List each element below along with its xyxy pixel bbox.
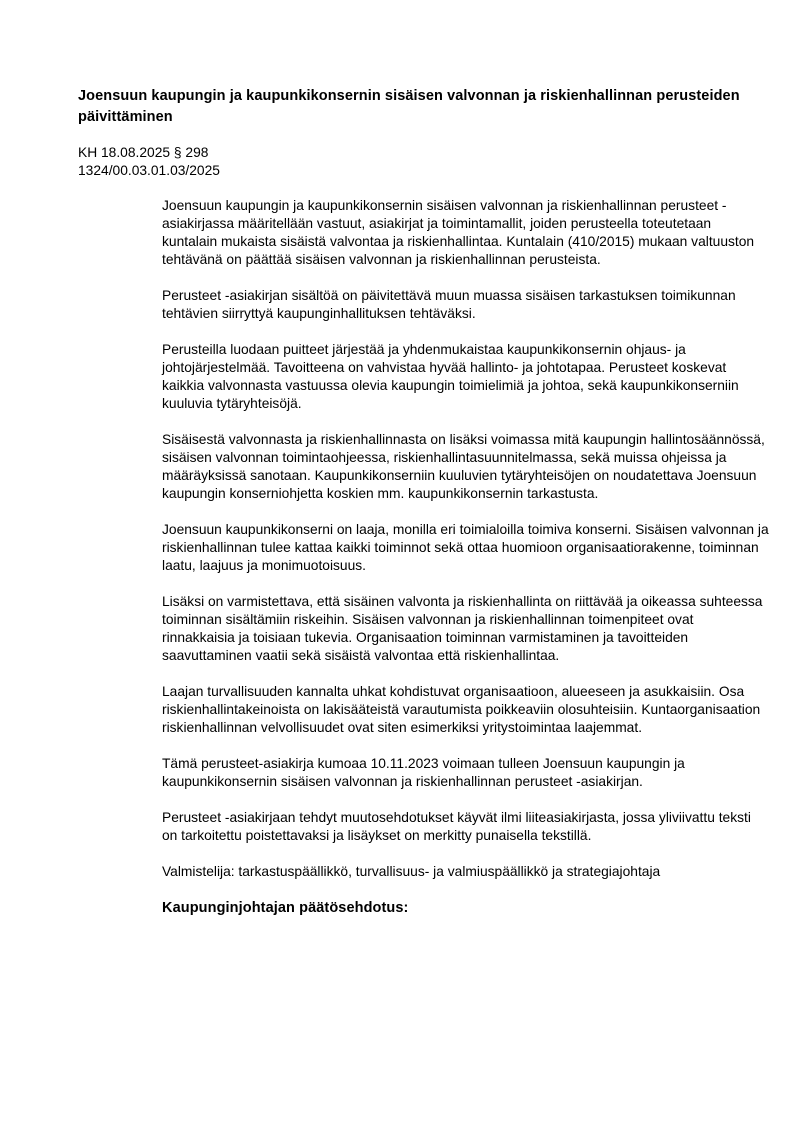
decision-reference: KH 18.08.2025 § 298 <box>78 145 209 160</box>
body-paragraph: Tämä perusteet-asiakirja kumoaa 10.11.2023 voimaan tulleen Joensuun kaupungin ja kaupunkikonsernin sisäisen valvonnan ja riskienhallinnan perusteet -asiakirjan. <box>162 756 685 789</box>
body-paragraph: Perusteet -asiakirjaan tehdyt muutosehdotukset käyvät ilmi liiteasiakirjasta, jossa yliviivattu teksti on tarkoitettu poistettavaksi ja lisäykset on merkitty punaisella tekstillä. <box>162 810 751 843</box>
body-paragraph: Perusteet -asiakirjan sisältöä on päivitettävä muun muassa sisäisen tarkastuksen toimikunnan tehtävien siirryttyä kaupunginhallituksen tehtäväksi. <box>162 288 736 321</box>
document-body <box>162 197 770 917</box>
document-meta <box>78 144 220 180</box>
body-paragraph: Joensuun kaupunkikonserni on laaja, monilla eri toimialoilla toimiva konserni. Sisäisen valvonnan ja riskienhallinnan tulee kattaa kaikki toiminnot sekä ottaa huomioon organisaatiorakenne, toiminnan laatu, laajuus ja monimuotoisuus. <box>162 522 769 573</box>
diary-number: 1324/00.03.01.03/2025 <box>78 163 220 178</box>
body-paragraph: Lisäksi on varmistettava, että sisäinen valvonta ja riskienhallinta on riittävää ja oikeassa suhteessa toiminnan sisältämiin riskeihin. Sisäisen valvonnan ja riskienhallinnan toimenpiteet ovat rinnakkaisia ja toisiaan tukevia. Organisaation toiminnan varmistaminen ja tavoitteiden saavuttaminen vaatii sekä sisäistä valvontaa että riskienhallintaa. <box>162 594 763 663</box>
decision-proposal-heading: Kaupunginjohtajan päätösehdotus: <box>162 900 409 916</box>
body-paragraph: Joensuun kaupungin ja kaupunkikonsernin sisäisen valvonnan ja riskienhallinnan perusteet -asiakirjassa määritellään vastuut, asiakirjat ja toimintamallit, joiden perusteella toteutetaan kuntalain mukaista sisäistä valvontaa ja riskienhallintaa. Kuntalain (410/2015) mukaan valtuuston tehtävänä on päättää sisäisen valvonnan ja riskienhallinnan perusteista. <box>162 198 755 267</box>
preparer-line: Valmistelija: tarkastuspäällikkö, turvallisuus- ja valmiuspäällikkö ja strategiajohtaja <box>162 864 661 879</box>
page-title: Joensuun kaupungin ja kaupunkikonsernin sisäisen valvonnan ja riskienhallinnan perusteiden päivittäminen <box>78 88 740 125</box>
body-paragraph: Sisäisestä valvonnasta ja riskienhallinnasta on lisäksi voimassa mitä kaupungin hallintosäännössä, sisäisen valvonnan toimintaohjeessa, riskienhallintasuunnitelmassa, sekä muissa ohjeissa ja määräyksissä sanotaan. Kaupunkikonserniin kuuluvien tytäryhteisöjen on noudatettava Joensuun kaupungin konserniohjetta koskien mm. kaupunkikonsernin tarkastusta. <box>162 432 765 501</box>
body-paragraph: Perusteilla luodaan puitteet järjestää ja yhdenmukaistaa kaupunkikonsernin ohjaus- ja johtojärjestelmää. Tavoitteena on vahvistaa hyvää hallinto- ja johtotapaa. Perusteet koskevat kaikkia valvonnasta vastuussa olevia kaupungin toimielimiä ja johtoa, sekä kaupunkikonserniin kuuluvia tytäryhteisöjä. <box>162 342 739 411</box>
body-paragraph: Laajan turvallisuuden kannalta uhkat kohdistuvat organisaatioon, alueeseen ja asukkaisiin. Osa riskienhallintakeinoista on lakisääteistä varautumista poikkeaviin olosuhteisiin. Kuntaorganisaation riskienhallinnan velvollisuudet ovat siten esimerkiksi yritystoimintaa laajemmat. <box>162 684 761 735</box>
